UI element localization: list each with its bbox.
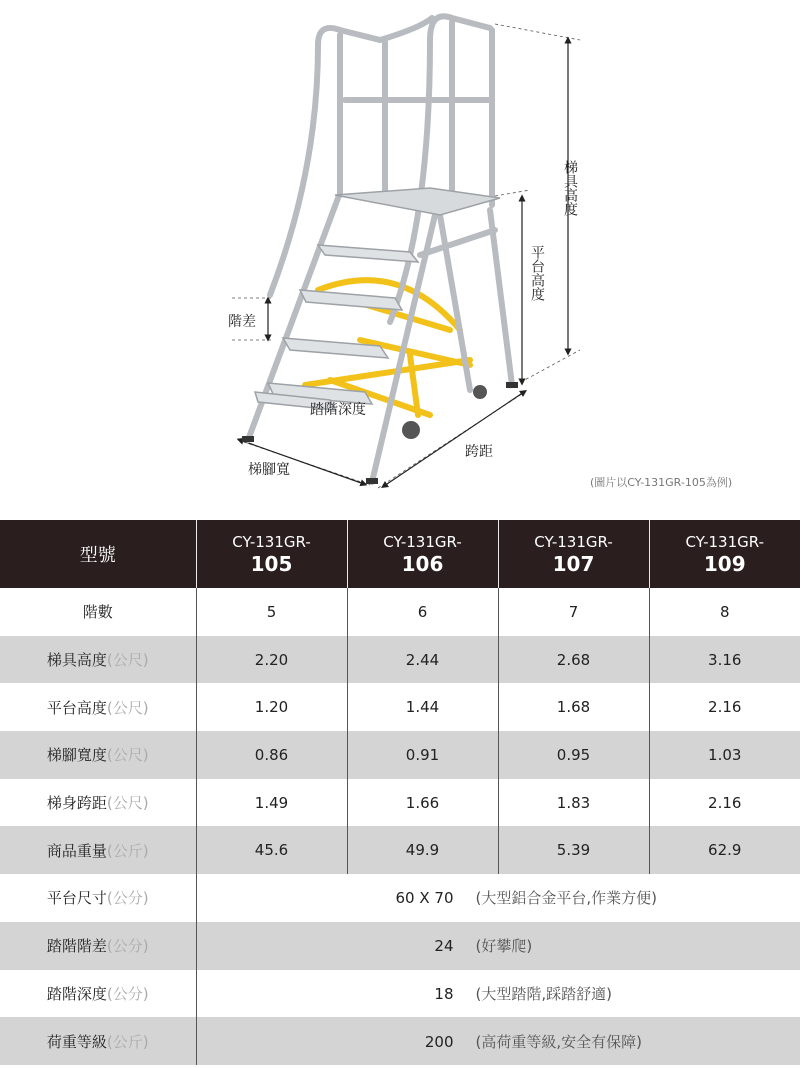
row-unit: (公斤) xyxy=(106,1032,149,1051)
dimension-arrows xyxy=(240,40,568,486)
header-model-label: 型號 xyxy=(0,520,196,588)
spec-row-platform-height xyxy=(0,683,800,731)
model-prefix: CY-131GR- xyxy=(232,533,311,551)
spec-row-span xyxy=(0,779,800,827)
row-name: 踏階階差 xyxy=(46,937,107,956)
row-unit: (公分) xyxy=(106,889,149,908)
row-name: 平台尺寸 xyxy=(46,889,107,908)
figure-caption: (圖片以CY-131GR-105為例) xyxy=(590,476,733,489)
row-value: 1.20 xyxy=(196,683,347,731)
model-prefix: CY-131GR- xyxy=(383,533,462,551)
model-number: 105 xyxy=(250,552,293,576)
ladder-figure xyxy=(0,0,800,505)
row-merged-value xyxy=(196,970,800,1018)
row-note: (大型鋁合金平台,作業方便) xyxy=(475,889,657,908)
model-number: 107 xyxy=(552,552,595,576)
spec-row-step-depth xyxy=(0,970,800,1018)
row-name: 平台高度 xyxy=(46,698,107,717)
header-model-107 xyxy=(498,520,649,588)
row-unit: (公尺) xyxy=(106,794,149,813)
row-value: 1.49 xyxy=(196,779,347,827)
row-value: 1.83 xyxy=(498,779,649,827)
row-name: 商品重量 xyxy=(46,841,107,860)
row-label xyxy=(0,588,196,636)
spec-row-weight xyxy=(0,826,800,874)
row-merged-value xyxy=(196,1017,800,1065)
row-value: 200 xyxy=(424,1032,454,1051)
spec-row-steps xyxy=(0,588,800,636)
row-unit: (公分) xyxy=(106,937,149,956)
row-value: 3.16 xyxy=(649,636,800,684)
header-model-106 xyxy=(347,520,498,588)
row-value: 1.68 xyxy=(498,683,649,731)
row-label xyxy=(0,779,196,827)
label-span: 跨距 xyxy=(465,444,493,460)
row-note: (好攀爬) xyxy=(475,937,533,956)
row-value: 6 xyxy=(347,588,498,636)
row-value: 45.6 xyxy=(196,826,347,874)
row-value: 60 X 70 xyxy=(395,889,454,908)
model-number: 106 xyxy=(401,552,444,576)
row-value: 5 xyxy=(196,588,347,636)
label-foot-width: 梯腳寬 xyxy=(248,462,290,478)
row-value: 18 xyxy=(434,984,454,1003)
header-model-109 xyxy=(649,520,800,588)
spec-row-load-rating xyxy=(0,1017,800,1065)
spec-row-platform-size xyxy=(0,874,800,922)
row-value: 0.91 xyxy=(347,731,498,779)
row-value: 0.86 xyxy=(196,731,347,779)
spec-row-foot-width xyxy=(0,731,800,779)
row-name: 梯腳寬度 xyxy=(46,746,107,765)
row-value: 8 xyxy=(649,588,800,636)
row-label xyxy=(0,970,196,1018)
row-value: 1.03 xyxy=(649,731,800,779)
row-value: 1.44 xyxy=(347,683,498,731)
header-model-105 xyxy=(196,520,347,588)
row-value: 24 xyxy=(434,937,454,956)
row-label xyxy=(0,636,196,684)
model-number: 109 xyxy=(703,552,746,576)
platform xyxy=(335,188,500,215)
row-name: 荷重等級 xyxy=(46,1032,107,1051)
row-merged-value xyxy=(196,922,800,970)
spec-header-row xyxy=(0,520,800,588)
row-name: 踏階深度 xyxy=(46,984,107,1003)
row-merged-value xyxy=(196,874,800,922)
row-name: 階數 xyxy=(82,603,113,622)
row-label xyxy=(0,731,196,779)
row-value: 2.44 xyxy=(347,636,498,684)
row-value: 2.16 xyxy=(649,683,800,731)
row-value: 7 xyxy=(498,588,649,636)
row-value: 2.20 xyxy=(196,636,347,684)
row-value: 0.95 xyxy=(498,731,649,779)
spec-row-ladder-height xyxy=(0,636,800,684)
model-prefix: CY-131GR- xyxy=(534,533,613,551)
label-step-rise: 階差 xyxy=(228,314,256,330)
label-platform-height: 平台高度 xyxy=(529,245,545,301)
row-unit: (公斤) xyxy=(106,841,149,860)
row-unit: (公尺) xyxy=(106,651,149,670)
row-value: 49.9 xyxy=(347,826,498,874)
row-label xyxy=(0,922,196,970)
ladder-illustration xyxy=(0,0,800,505)
row-value: 5.39 xyxy=(498,826,649,874)
row-name: 梯身跨距 xyxy=(46,794,107,813)
row-unit: (公尺) xyxy=(106,746,149,765)
label-ladder-height: 梯具高度 xyxy=(562,160,578,216)
row-unit: (公尺) xyxy=(106,698,149,717)
spec-table xyxy=(0,520,800,1065)
row-value: 62.9 xyxy=(649,826,800,874)
model-prefix: CY-131GR- xyxy=(685,533,764,551)
spec-row-step-rise xyxy=(0,922,800,970)
row-label xyxy=(0,683,196,731)
row-unit: (公分) xyxy=(106,984,149,1003)
label-step-depth: 踏階深度 xyxy=(310,402,366,418)
row-label xyxy=(0,874,196,922)
row-note: (高荷重等級,安全有保障) xyxy=(475,1032,642,1051)
row-label xyxy=(0,826,196,874)
row-name: 梯具高度 xyxy=(46,651,107,670)
row-label xyxy=(0,1017,196,1065)
row-note: (大型踏階,踩踏舒適) xyxy=(475,984,612,1003)
row-value: 1.66 xyxy=(347,779,498,827)
row-value: 2.16 xyxy=(649,779,800,827)
row-value: 2.68 xyxy=(498,636,649,684)
